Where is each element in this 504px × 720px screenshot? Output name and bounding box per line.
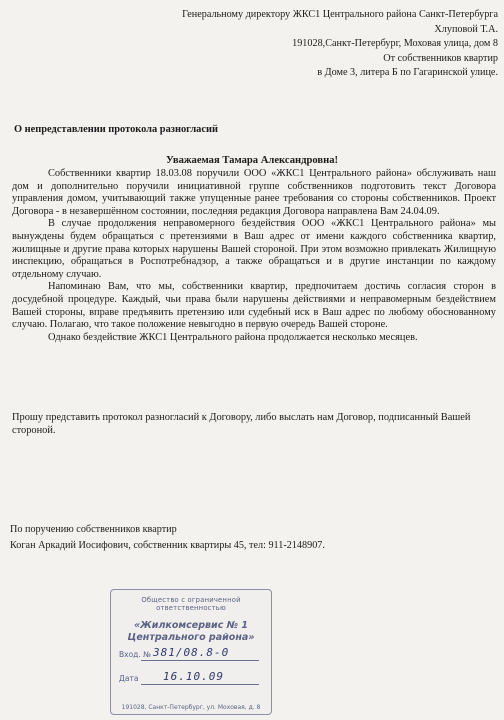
body-paragraph-4: Однако бездействие ЖКС1 Центрального района продолжается несколько месяцев. (48, 331, 418, 343)
stamp-incoming-label: Вход. № (119, 650, 151, 659)
stamp-org-type: Общество с ограниченной ответственностью (141, 596, 241, 612)
body-paragraph-2: В случае продолжения неправомерного бездействия ООО «ЖКС1 Центрального района» мы вынуждены будем обращаться с претензиями в Ваш адрес от имени каждого собственника квартир, жилищные и другие права которых нарушены Вашей стороной. При этом возможно привлекать Жилищную инспекцию, обращаться в Роспотребнадзор, а также обращаться и в другие инстанции по каждому отдельному случаю. (12, 218, 496, 280)
addressee-line-house: в Доме 3, литера Б по Гагаринской улице. (317, 67, 498, 79)
stamp-org-name-line-1: «Жилкомсервис № 1 (134, 620, 248, 631)
addressee-line-name: Хлуповой Т.А. (434, 23, 498, 35)
stamp-incoming-number: 381/08.8-0 (153, 646, 230, 659)
request-text: Прошу представить протокол разногласий к Договору, либо выслать нам Договор, подписанный Вашей стороной. (12, 412, 471, 436)
stamp-org-address: 191028, Санкт-Петербург, ул. Моховая, д. 8 (121, 704, 261, 711)
signature-line-mandate: По поручению собственников квартир (10, 524, 177, 535)
stamp-date-line (141, 684, 259, 685)
addressee-line-from: От собственников квартир (383, 52, 498, 64)
body-paragraph-3: Напоминаю Вам, что мы, собственники квартир, предпочитаем достичь согласия сторон в досудебной процедуре. Каждый, чьи права были нарушены действиями и неправомерным бездействием Вашей стороны, вправе предъявить претензию или судебный иск в Ваш адрес по любому обоснованному случаю. Полагаю, что такое положение невыгодно в первую очередь Вашей стороне. (12, 281, 496, 331)
signature-line-name: Коган Аркадий Иосифович, собственник квартиры 45, тел: 911-2148907. (10, 539, 325, 551)
registration-stamp (110, 589, 272, 715)
letter-body (12, 168, 496, 344)
letter-salutation: Уважаемая Тамара Александровна! (165, 155, 339, 166)
stamp-org-name (111, 620, 271, 643)
addressee-block (118, 8, 498, 81)
stamp-date-label: Дата (119, 674, 139, 683)
letter-request (12, 411, 482, 437)
addressee-line-director: Генеральному директору ЖКС1 Центрального района Санкт-Петербурга (182, 9, 498, 20)
addressee-line-address: 191028,Санкт-Петербург, Моховая улица, дом 8 (292, 38, 498, 50)
body-paragraph-1: Собственники квартир 18.03.08 поручили ООО «ЖКС1 Центрального района» обслуживать наш дом и дополнительно поручили инициативной группе собственников подготовить текст Договора управления домом, учитывающий также упущенные ранее требования со стороны собственников. Проект Договора - в незавершённом состоянии, последняя редакция Договора направлена Вам 24.04.09. (12, 168, 496, 217)
stamp-org-name-line-2: Центрального района» (127, 631, 255, 643)
signature-block (10, 522, 490, 553)
letter-subject: О непредставлении протокола разногласий (14, 124, 218, 135)
stamp-incoming-line (141, 660, 259, 661)
stamp-date-value: 16.10.09 (163, 670, 224, 683)
